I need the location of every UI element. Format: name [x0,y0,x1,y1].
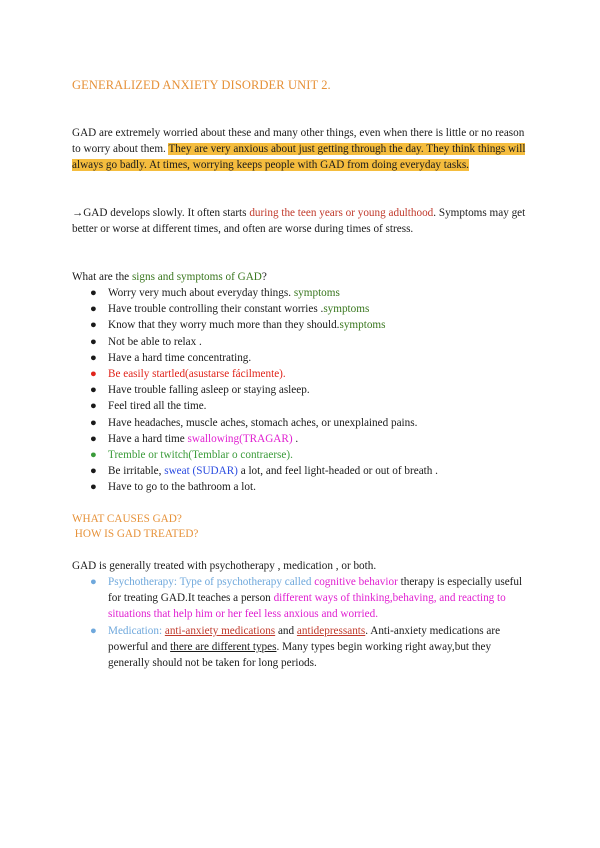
symptom-tag: symptoms [339,319,386,332]
medication-underline-2: antidepressants [296,624,366,637]
treated-heading: HOW IS GAD TREATED? [72,528,199,540]
develops-paragraph [72,205,534,237]
bullet-icon: ● [90,335,97,348]
medication-text-2: and [275,624,297,637]
bullet-icon: ● [90,449,97,462]
symptom-text: Worry very much about everyday things. [108,287,294,299]
signs-question [72,269,534,285]
list-item [90,431,534,447]
medication-label: Medication [108,624,159,637]
symptom-blue-text: sweat (SUDAR) [164,465,238,478]
list-item [90,285,534,301]
symptom-text: Have a hard time [108,432,188,445]
signs-question-green: signs and symptoms of GAD [131,271,262,283]
bullet-icon: ● [90,481,97,494]
symptoms-list [90,285,534,496]
treated-intro: GAD is generally treated with psychotherapy , medication , or both. [72,560,377,572]
list-item [90,382,534,398]
bullet-icon: ● [90,416,97,429]
symptom-text: Tremble or twitch(Temblar o contraerse). [108,449,293,462]
list-item-medication [90,623,534,672]
list-item [90,415,534,431]
symptom-text: Have trouble falling asleep or staying asleep. [108,384,310,397]
list-item [90,334,534,350]
bullet-icon: ● [90,465,97,478]
symptom-text-end: . [292,432,299,445]
psychotherapy-text-2: therapy is especially useful for treating GAD.It teaches a person [108,576,523,605]
bullet-icon: ● [90,576,97,588]
symptom-tag: symptoms [293,287,340,299]
symptom-text: Have a hard time concentrating. [108,351,252,364]
list-item [90,350,534,366]
symptom-text: Feel tired all the time. [108,400,207,413]
symptom-text: Be irritable, [108,465,165,478]
medication-text-1: : [158,624,165,637]
treatment-list [90,574,534,671]
bullet-icon: ● [90,303,97,316]
symptom-text: Know that they worry much more than they should. [108,319,340,332]
medication-underline-1: anti-anxiety medications [164,624,276,637]
list-item [90,447,534,463]
psychotherapy-pink-2: different ways of thinking,behaving, and reacting to situations that help him or her feel less anxious and worried. [108,592,506,621]
symptom-tag: symptoms [323,303,370,316]
psychotherapy-label: Psychotherapy [108,576,174,588]
bullet-icon: ● [90,400,97,413]
bullet-icon: ● [90,624,97,637]
medication-text-3: . Anti-anxiety medications are powerful and [108,624,501,653]
medication-text-4: . Many types begin working right away,but they generally should not be taken for long periods. [108,640,492,670]
symptom-text: Have trouble controlling their constant worries . [108,303,324,316]
list-item [90,463,534,479]
symptom-text-end: a lot, and feel light-headed or out of breath . [237,465,438,478]
symptom-text: Be easily startled(asustarse fácilmente). [108,368,286,381]
intro-text: GAD are extremely worried about these and many other things, even when there is little or no reason to worry about them. [72,127,525,156]
document-title: GENERALIZED ANXIETY DISORDER UNIT 2. [72,78,331,92]
intro-highlighted-text: They are very anxious about just getting through the day. They think things will always go badly. At times, worrying keeps people with GAD from doing everyday tasks. [72,143,526,172]
intro-paragraph [72,125,534,174]
symptom-text: Not be able to relax . [108,335,202,348]
develops-text-1: →GAD develops slowly. It often starts [72,207,250,219]
symptom-pink-text: swallowing(TRAGAR) [187,432,293,445]
bullet-icon: ● [90,432,97,445]
list-item [90,398,534,414]
list-item [90,301,534,317]
develops-text-2: . Symptoms may get better or worse at different times, and often are worse during times of stress. [72,207,526,236]
bullet-icon: ● [90,287,97,299]
signs-question-text-1: What are the [72,271,132,283]
psychotherapy-text-1: : Type of psychotherapy called [173,576,315,588]
bullet-icon: ● [90,384,97,397]
bullet-icon: ● [90,351,97,364]
list-item-psychotherapy [90,574,534,623]
list-item [90,317,534,333]
bullet-icon: ● [90,319,97,332]
list-item [90,479,534,495]
symptom-text: Have headaches, muscle aches, stomach aches, or unexplained pains. [108,416,418,429]
signs-question-text-2: ? [261,271,267,283]
psychotherapy-pink-1: cognitive behavior [314,576,398,588]
causes-heading: WHAT CAUSES GAD? [72,513,182,525]
symptom-text: Have to go to the bathroom a lot. [108,481,256,494]
list-item [90,366,534,382]
bullet-icon: ● [90,368,97,381]
medication-underline-3: there are different types [170,640,277,653]
develops-red-text: during the teen years or young adulthood [249,207,434,219]
